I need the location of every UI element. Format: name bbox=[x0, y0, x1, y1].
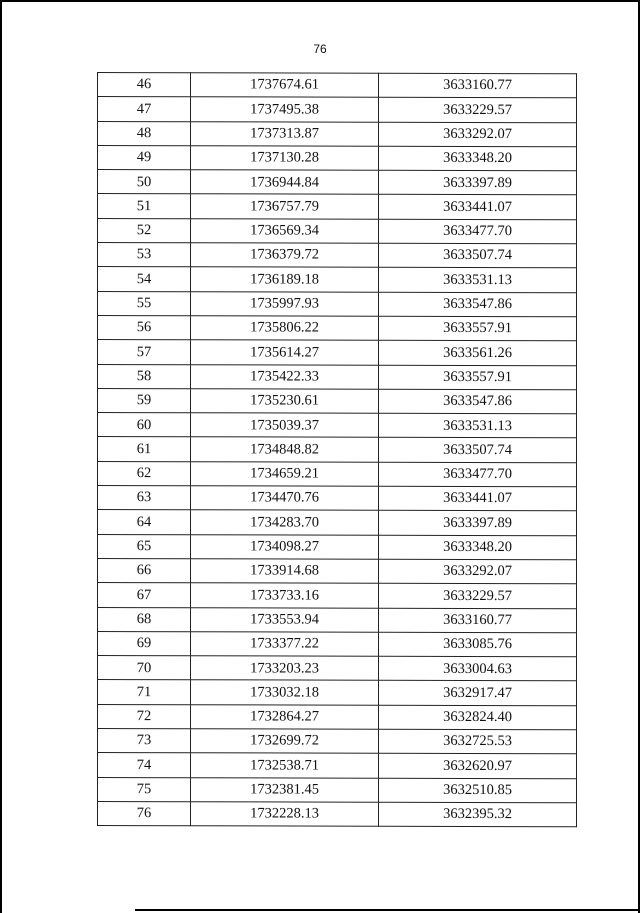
x-coordinate-cell: 1733914.68 bbox=[191, 559, 379, 584]
point-number-cell: 53 bbox=[98, 243, 191, 268]
point-number-cell: 52 bbox=[98, 218, 191, 243]
x-coordinate-cell: 1732228.13 bbox=[191, 802, 379, 827]
y-coordinate-cell: 3633397.89 bbox=[379, 170, 577, 195]
table-row bbox=[98, 364, 577, 390]
table-row bbox=[98, 170, 577, 196]
y-coordinate-cell: 3633348.20 bbox=[379, 535, 577, 560]
x-coordinate-cell: 1735230.61 bbox=[191, 389, 379, 414]
point-number-cell: 75 bbox=[98, 777, 191, 802]
x-coordinate-cell: 1735422.33 bbox=[191, 364, 379, 389]
x-coordinate-cell: 1735614.27 bbox=[191, 340, 379, 365]
y-coordinate-cell: 3632395.32 bbox=[379, 802, 577, 827]
x-coordinate-cell: 1736189.18 bbox=[191, 267, 379, 292]
table-row bbox=[98, 243, 577, 269]
x-coordinate-cell: 1737495.38 bbox=[191, 97, 379, 122]
point-number-cell: 66 bbox=[98, 558, 191, 583]
point-number-cell: 57 bbox=[98, 340, 191, 365]
y-coordinate-cell: 3633441.07 bbox=[379, 195, 577, 220]
y-coordinate-cell: 3633477.70 bbox=[379, 219, 577, 244]
x-coordinate-cell: 1736379.72 bbox=[191, 243, 379, 268]
y-coordinate-cell: 3633561.26 bbox=[379, 341, 577, 366]
y-coordinate-cell: 3633547.86 bbox=[379, 292, 577, 317]
point-number-cell: 62 bbox=[98, 461, 191, 486]
table-row bbox=[98, 145, 577, 171]
y-coordinate-cell: 3633531.13 bbox=[379, 268, 577, 293]
x-coordinate-cell: 1732699.72 bbox=[191, 729, 379, 754]
table-row bbox=[98, 607, 577, 633]
table-row bbox=[98, 267, 577, 293]
x-coordinate-cell: 1737130.28 bbox=[191, 146, 379, 171]
y-coordinate-cell: 3633348.20 bbox=[379, 146, 577, 171]
y-coordinate-cell: 3633441.07 bbox=[379, 486, 577, 511]
point-number-cell: 72 bbox=[98, 704, 191, 729]
point-number-cell: 69 bbox=[98, 631, 191, 656]
x-coordinate-cell: 1735806.22 bbox=[191, 316, 379, 341]
table-row bbox=[98, 656, 577, 682]
point-number-cell: 56 bbox=[98, 315, 191, 340]
point-number-cell: 55 bbox=[98, 291, 191, 316]
x-coordinate-cell: 1735997.93 bbox=[191, 291, 379, 316]
table-row bbox=[98, 631, 577, 657]
x-coordinate-cell: 1732864.27 bbox=[191, 704, 379, 729]
point-number-cell: 59 bbox=[98, 388, 191, 413]
y-coordinate-cell: 3633397.89 bbox=[379, 511, 577, 536]
y-coordinate-cell: 3632620.97 bbox=[379, 754, 577, 779]
x-coordinate-cell: 1737674.61 bbox=[191, 73, 379, 98]
table-row bbox=[98, 315, 577, 341]
y-coordinate-cell: 3633292.07 bbox=[379, 122, 577, 147]
page-number: 76 bbox=[313, 42, 327, 56]
x-coordinate-cell: 1733553.94 bbox=[191, 607, 379, 632]
y-coordinate-cell: 3632917.47 bbox=[379, 681, 577, 706]
table-row bbox=[98, 729, 577, 755]
point-number-cell: 68 bbox=[98, 607, 191, 632]
table-row bbox=[98, 340, 577, 366]
table-row bbox=[98, 291, 577, 317]
table-row bbox=[98, 558, 577, 584]
point-number-cell: 48 bbox=[98, 121, 191, 146]
y-coordinate-cell: 3633160.77 bbox=[379, 73, 577, 98]
point-number-cell: 58 bbox=[98, 364, 191, 389]
y-coordinate-cell: 3633160.77 bbox=[379, 608, 577, 633]
table-row bbox=[98, 461, 577, 487]
point-number-cell: 46 bbox=[98, 73, 191, 98]
x-coordinate-cell: 1736569.34 bbox=[191, 219, 379, 244]
page-border-top bbox=[0, 0, 640, 2]
table-row bbox=[98, 534, 577, 560]
point-number-cell: 61 bbox=[98, 437, 191, 462]
table-row bbox=[98, 97, 577, 123]
x-coordinate-cell: 1733733.16 bbox=[191, 583, 379, 608]
point-number-cell: 73 bbox=[98, 729, 191, 754]
x-coordinate-cell: 1734659.21 bbox=[191, 461, 379, 486]
table-row bbox=[98, 753, 577, 779]
point-number-cell: 74 bbox=[98, 753, 191, 778]
point-number-cell: 67 bbox=[98, 583, 191, 608]
table-row bbox=[98, 413, 577, 439]
page-border-bottom bbox=[135, 909, 640, 911]
point-number-cell: 63 bbox=[98, 486, 191, 511]
y-coordinate-cell: 3633477.70 bbox=[379, 462, 577, 487]
point-number-cell: 71 bbox=[98, 680, 191, 705]
y-coordinate-cell: 3632725.53 bbox=[379, 729, 577, 754]
point-number-cell: 54 bbox=[98, 267, 191, 292]
table-row bbox=[98, 777, 577, 803]
table-row bbox=[98, 218, 577, 244]
point-number-cell: 51 bbox=[98, 194, 191, 219]
x-coordinate-cell: 1732381.45 bbox=[191, 777, 379, 802]
x-coordinate-cell: 1734283.70 bbox=[191, 510, 379, 535]
x-coordinate-cell: 1733203.23 bbox=[191, 656, 379, 681]
x-coordinate-cell: 1735039.37 bbox=[191, 413, 379, 438]
table-row bbox=[98, 437, 577, 463]
y-coordinate-cell: 3632510.85 bbox=[379, 778, 577, 803]
table-row bbox=[98, 194, 577, 220]
coordinates-table bbox=[97, 72, 577, 827]
table-row bbox=[98, 704, 577, 730]
y-coordinate-cell: 3633229.57 bbox=[379, 583, 577, 608]
table-row bbox=[98, 583, 577, 609]
point-number-cell: 47 bbox=[98, 97, 191, 122]
point-number-cell: 70 bbox=[98, 656, 191, 681]
table-row bbox=[98, 680, 577, 706]
y-coordinate-cell: 3633292.07 bbox=[379, 559, 577, 584]
y-coordinate-cell: 3633531.13 bbox=[379, 413, 577, 438]
y-coordinate-cell: 3633507.74 bbox=[379, 243, 577, 268]
y-coordinate-cell: 3633229.57 bbox=[379, 98, 577, 123]
table-row bbox=[98, 801, 577, 827]
x-coordinate-cell: 1734848.82 bbox=[191, 437, 379, 462]
y-coordinate-cell: 3633085.76 bbox=[379, 632, 577, 657]
table-row bbox=[98, 388, 577, 414]
point-number-cell: 65 bbox=[98, 534, 191, 559]
point-number-cell: 76 bbox=[98, 801, 191, 826]
y-coordinate-cell: 3633507.74 bbox=[379, 438, 577, 463]
x-coordinate-cell: 1734098.27 bbox=[191, 534, 379, 559]
table-row bbox=[98, 510, 577, 536]
point-number-cell: 50 bbox=[98, 170, 191, 195]
y-coordinate-cell: 3633557.91 bbox=[379, 316, 577, 341]
coordinates-table-body bbox=[98, 73, 577, 827]
x-coordinate-cell: 1734470.76 bbox=[191, 486, 379, 511]
x-coordinate-cell: 1737313.87 bbox=[191, 121, 379, 146]
page-border-left bbox=[0, 0, 2, 913]
y-coordinate-cell: 3633547.86 bbox=[379, 389, 577, 414]
y-coordinate-cell: 3633004.63 bbox=[379, 656, 577, 681]
x-coordinate-cell: 1733377.22 bbox=[191, 632, 379, 657]
y-coordinate-cell: 3632824.40 bbox=[379, 705, 577, 730]
point-number-cell: 49 bbox=[98, 145, 191, 170]
table-row bbox=[98, 73, 577, 99]
table-row bbox=[98, 486, 577, 512]
y-coordinate-cell: 3633557.91 bbox=[379, 365, 577, 390]
x-coordinate-cell: 1732538.71 bbox=[191, 753, 379, 778]
table-row bbox=[98, 121, 577, 147]
x-coordinate-cell: 1736944.84 bbox=[191, 170, 379, 195]
x-coordinate-cell: 1736757.79 bbox=[191, 194, 379, 219]
x-coordinate-cell: 1733032.18 bbox=[191, 680, 379, 705]
point-number-cell: 64 bbox=[98, 510, 191, 535]
point-number-cell: 60 bbox=[98, 413, 191, 438]
